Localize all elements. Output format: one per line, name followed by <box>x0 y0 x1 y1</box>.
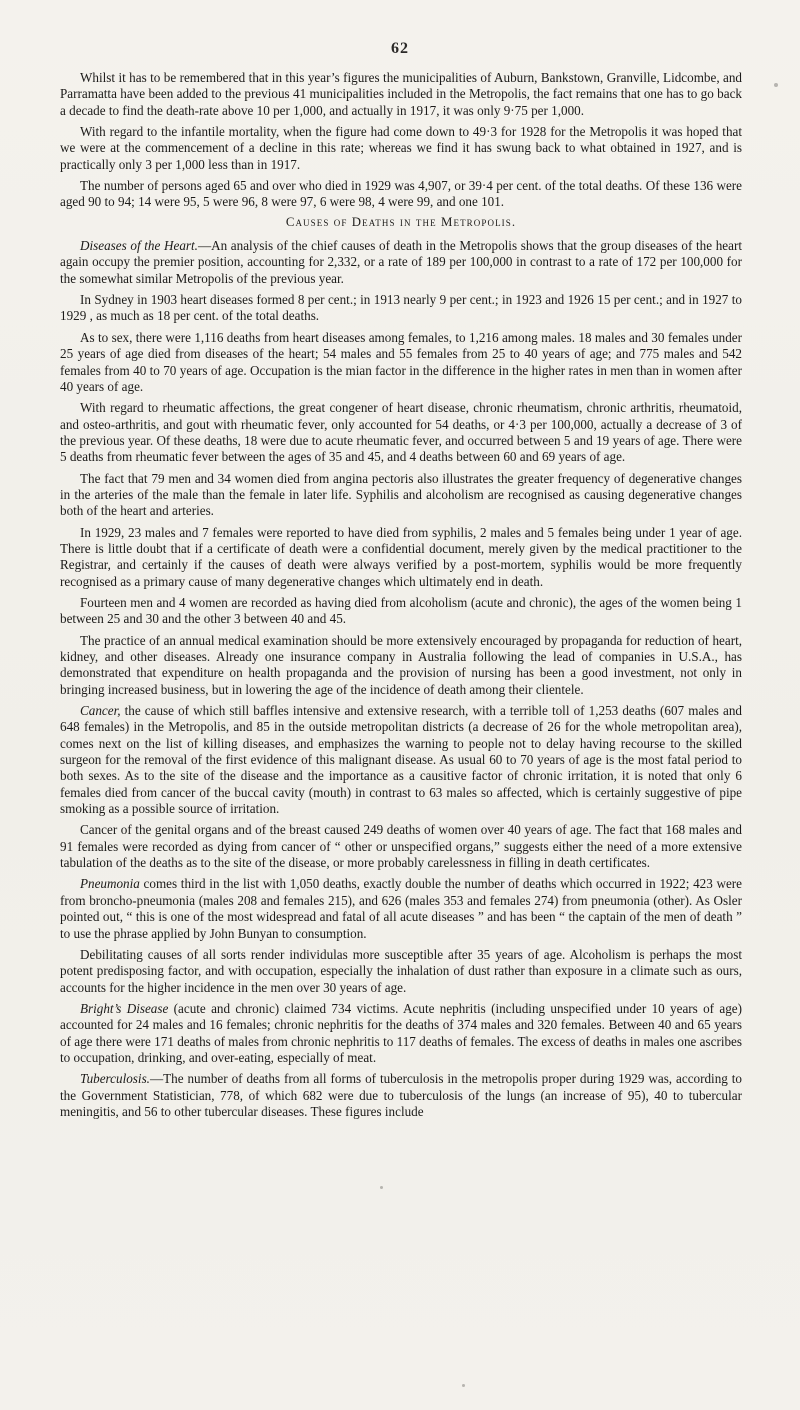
paragraph-infantile-mortality: With regard to the infantile mortality, when the figure had come down to 49·3 for 1928 for the Metropolis it was hoped that we were at the commencement of a decline in this rate; whereas we find it has swung back to what obtained in 1927, and is practically only 3 per 1,000 less than in 1917. <box>60 124 742 172</box>
paragraph-alcoholism: Fourteen men and 4 women are recorded as having died from alcoholism (acute and chronic), the ages of the women being 1 between 25 and 30 and the other 3 between 40 and 45. <box>60 594 742 627</box>
paragraph-cancer <box>60 703 742 817</box>
paragraph-municipalities: Whilst it has to be remembered that in this year’s figures the municipalities of Auburn, Bankstown, Granville, Lidcombe, and Parramatta have been added to the previous 41 municipalities included in the Metropolis, the fact remains that one has to go back a decade to find the death-rate above 10 per 1,000, and actually in 1917, it was only 9·75 per 1,000. <box>60 70 742 118</box>
lead-cancer: Cancer, <box>80 703 121 719</box>
paragraph-syphilis: In 1929, 23 males and 7 females were reported to have died from syphilis, 2 males and 5 females being under 1 year of age. There is little doubt that if a certificate of death were a confidential document, merely given by the medical practitioner to the Registrar, and certainly if the causes of death were always verified by a post-mortem, syphilis would be more frequently recognised as a primary cause of many degenerative changes which ultimately end in death. <box>60 524 742 589</box>
paragraph-angina: The fact that 79 men and 34 women died from angina pectoris also illustrates the greater frequency of degenerative changes in the arteries of the male than the female in later life. Syphilis and alcoholism are recognised as causing degenerative changes both of the heart and arteries. <box>60 470 742 519</box>
text-pneumonia: comes third in the list with 1,050 deaths, exactly double the number of deaths which occurred in 1922; 423 were from broncho-pneumonia (males 208 and females 215), and 626 (males 353 and females 274) from pneumonia (other). As Osler pointed out, “ this is one of the most widespread and fatal of all acute diseases ” and has been “ the captain of the men of death ” to use the phrase applied by John Bunyan to consumption. <box>60 876 742 941</box>
body-text <box>60 70 742 1125</box>
lead-brights-disease: Bright’s Disease <box>80 1000 169 1016</box>
paragraph-rheumatic: With regard to rheumatic affections, the great congener of heart disease, chronic rheumatism, chronic arthritis, rheumatoid, and osteo-arthritis, and gout with rheumatic fever, only accounted for 54 deaths, or 4·3 per 100,000, actually a decrease of 3 of the previous year. Of these deaths, 18 were due to acute rheumatic fever, and occurred between 5 and 19 years of age. There were 5 deaths from rheumatic fever between the ages of 35 and 45, and 4 deaths between 60 and 69 years of age. <box>60 400 742 465</box>
paragraph-pneumonia <box>60 876 742 941</box>
paragraph-brights-disease <box>60 1001 742 1066</box>
paragraph-heart-sydney: In Sydney in 1903 heart diseases formed 8 per cent.; in 1913 nearly 9 per cent.; in 1923 and 1926 15 per cent.; and in 1927 to 1929 , as much as 18 per cent. of the total deaths. <box>60 292 742 324</box>
text-heart-diseases: —An analysis of the chief causes of death in the Metropolis shows that the group diseases of the heart again occupy the premier position, accounting for 2,332, or a rate of 189 per 100,000 in contrast to a rate of 172 per 100,000 for the somewhat similar Metropolis of the previous year. <box>60 238 742 286</box>
paragraph-medical-examination: The practice of an annual medical examination should be more extensively encouraged by propaganda for reduction of heart, kidney, and other diseases. Already one insurance company in Australia following the lead of companies in U.S.A., has demonstrated that expenditure on health propaganda and the provision of nursing has been a good investment, not only in bringing increased business, but in lowering the age of the incidence of death among their clientele. <box>60 632 742 697</box>
print-speck <box>380 1186 383 1189</box>
lead-pneumonia: Pneumonia <box>80 876 140 892</box>
paragraph-aged-deaths: The number of persons aged 65 and over who died in 1929 was 4,907, or 39·4 per cent. of the total deaths. Of these 136 were aged 90 to 94; 14 were 95, 5 were 96, 8 were 97, 6 were 98, 4 were 99, and one 101. <box>60 178 742 210</box>
paragraph-tuberculosis <box>60 1071 742 1120</box>
text-brights-disease: (acute and chronic) claimed 734 victims. Acute nephritis (including unspecified under 10 years of age) accounted for 24 males and 16 females; chronic nephritis for the deaths of 374 males and 320 females. Between 40 and 65 years of age there were 171 deaths of males from chronic nephritis to 117 deaths of females. The excess of deaths in males one ascribes to occupation, drinking, and over-eating, especially of meat. <box>60 1000 742 1065</box>
paragraph-debilitating: Debilitating causes of all sorts render individulas more susceptible after 35 years of age. Alcoholism is perhaps the most potent predisposing factor, and with occupation, especially the inhalation of dust rather than exposure in a climate such as ours, accounts for the higher incidence in the men over 30 years of age. <box>60 946 742 995</box>
paragraph-heart-sex: As to sex, there were 1,116 deaths from heart diseases among females, to 1,216 among males. 18 males and 30 females under 25 years of age died from diseases of the heart; 54 males and 55 females from 25 to 40 years of age; and 775 males and 542 females from 40 to 70 years of age. Occupation is the mian factor in the difference in the higher rates in men than in women after 40 years of age. <box>60 329 742 394</box>
paragraph-heart-diseases <box>60 238 742 287</box>
text-cancer: the cause of which still baffles intensive and extensive research, with a terrible toll of 1,253 deaths (607 males and 648 females) in the Metropolis, and 85 in the outside metropolitan districts (a decrease of 26 for the whole metropolitan area), comes next on the list of killing diseases, and emphasizes the warning to people not to delay having recourse to the skilled surgeon for the removal of the first evidence of this malignant disease. As usual 60 to 70 years of age is the most fatal period to both sexes. As to the site of the disease and the importance as a causitive factor of chronic irritation, it is noted that only 6 females died from cancer of the buccal cavity (mouth) in contrast to 63 males so affected, which is certainly suggestive of pipe smoking as a possible source of irritation. <box>60 703 742 817</box>
print-speck <box>774 83 778 87</box>
lead-heart-diseases: Diseases of the Heart. <box>80 238 198 254</box>
text-tuberculosis: —The number of deaths from all forms of tuberculosis in the metropolis proper during 1929 was, according to the Government Statistician, 778, of which 682 were due to tuberculosis of the lungs (an increase of 95), 40 to tubercular meningitis, and 56 to other tubercular diseases. These figures include <box>60 1071 742 1119</box>
paragraph-cancer-genital: Cancer of the genital organs and of the breast caused 249 deaths of women over 40 years of age. The fact that 168 males and 91 females were recorded as dying from cancer of “ other or unspecified organs,” suggests either the need of a more extensive tabulation of the deaths as to the site of the disease, or more probably carelessness in filling in death certificates. <box>60 822 742 871</box>
lead-tuberculosis: Tuberculosis. <box>80 1071 150 1087</box>
section-heading-causes: Causes of Deaths in the Metropolis. <box>285 214 517 229</box>
page-number: 62 <box>391 40 409 57</box>
print-speck <box>462 1384 465 1387</box>
